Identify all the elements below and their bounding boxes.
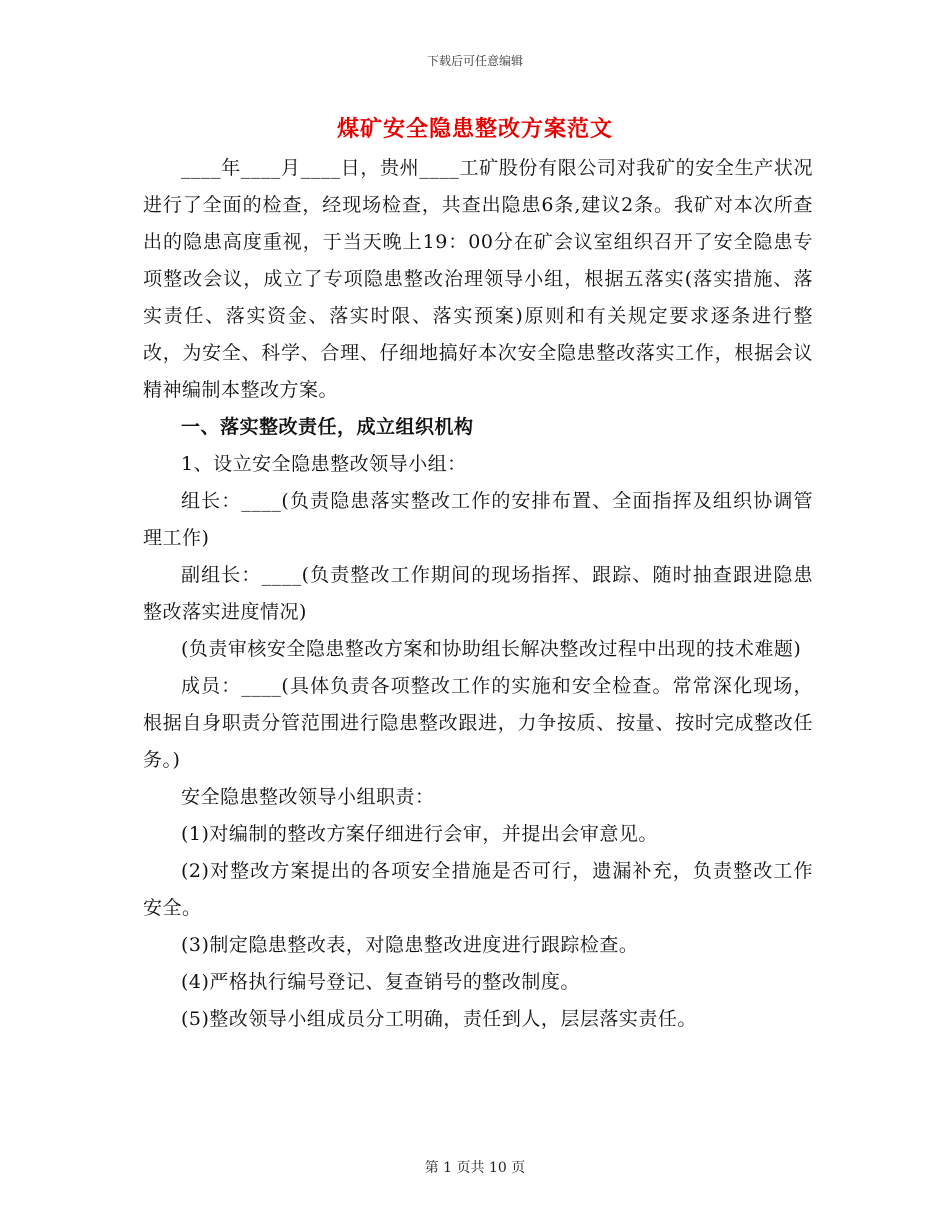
- duty-item: (2)对整改方案提出的各项安全措施是否可行，遗漏补充，负责整改工作安全。: [143, 860, 813, 919]
- members-paragraph: 成员：____(具体负责各项整改工作的实施和安全检查。常常深化现场，根据自身职责分管范围进行隐患整改跟进，力争按质、按量、按时完成整改任务。): [143, 675, 813, 771]
- page-footer: 第 1 页共 10 页: [424, 1160, 526, 1176]
- deputy-leader-paragraph: 副组长：____(负责整改工作期间的现场指挥、跟踪、随时抽查跟进隐患整改落实进度情况): [143, 564, 813, 623]
- duty-item: (3)制定隐患整改表，对隐患整改进度进行跟踪检查。: [181, 934, 639, 956]
- duty-item: (1)对编制的整改方案仔细进行会审，并提出会审意见。: [181, 823, 658, 845]
- duty-item: (5)整改领导小组成员分工明确，责任到人，层层落实责任。: [181, 1008, 697, 1030]
- subsection-heading: 1、设立安全隐患整改领导小组：: [181, 453, 467, 475]
- document-title: 煤矿安全隐患整改方案范文: [336, 116, 613, 142]
- section-heading: 一、落实整改责任，成立组织机构: [181, 416, 474, 438]
- leader-paragraph: 组长：____(负责隐患落实整改工作的安排布置、全面指挥及组织协调管理工作): [143, 490, 813, 549]
- document-body: [143, 150, 813, 1038]
- intro-paragraph: ____年____月____日，贵州____工矿股份有限公司对我矿的安全生产状况进行了全面的检查，经现场检查，共查出隐患6条,建议2条。我矿对本次所查出的隐患高度重视，于当天晚上19：00分在矿会议室组织召开了安全隐患专项整改会议，成立了专项隐患整改治理领导小组，根据五落实(落实措施、落实责任、落实资金、落实时限、落实预案)原则和有关规定要求逐条进行整改，为安全、科学、合理、仔细地搞好本次安全隐患整改落实工作，根据会议精神编制本整改方案。: [143, 157, 813, 401]
- duties-heading: 安全隐患整改领导小组职责：: [181, 786, 435, 808]
- header-note: 下载后可任意编辑: [426, 54, 523, 68]
- duty-item: (4)严格执行编号登记、复查销号的整改制度。: [181, 971, 580, 993]
- technical-review-paragraph: (负责审核安全隐患整改方案和协助组长解决整改过程中出现的技术难题): [181, 638, 802, 660]
